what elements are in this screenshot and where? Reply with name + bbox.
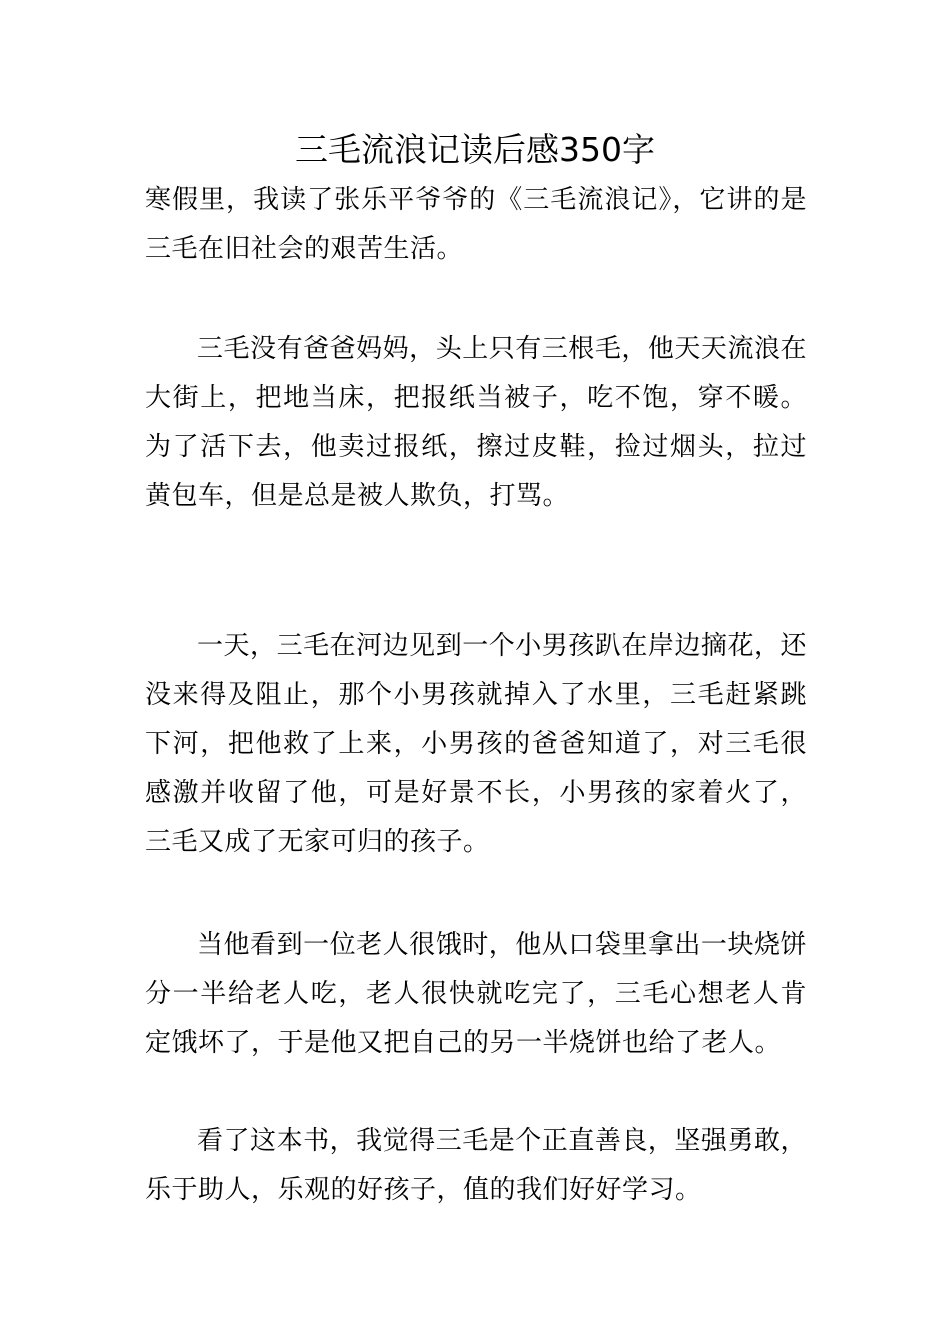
paragraph-2: 三毛没有爸爸妈妈，头上只有三根毛，他天天流浪在大街上，把地当床，把报纸当被子，吃不饱，穿不暖。为了活下去，他卖过报纸，擦过皮鞋，捡过烟头，拉过黄包车，但是总是被人欺负，打骂。	[145, 334, 807, 511]
document-title: 三毛流浪记读后感350字	[295, 130, 655, 169]
paragraph-3: 一天，三毛在河边见到一个小男孩趴在岸边摘花，还没来得及阻止，那个小男孩就掉入了水里，三毛赶紧跳下河，把他救了上来，小男孩的爸爸知道了，对三毛很感激并收留了他，可是好景不长，小男孩的家着火了，三毛又成了无家可归的孩子。	[145, 631, 807, 857]
paragraph-4: 当他看到一位老人很饿时，他从口袋里拿出一块烧饼分一半给老人吃，老人很快就吃完了，三毛心想老人肯定饿坏了，于是他又把自己的另一半烧饼也给了老人。	[145, 930, 807, 1058]
paragraph-1: 寒假里，我读了张乐平爷爷的《三毛流浪记》，它讲的是三毛在旧社会的艰苦生活。	[145, 185, 807, 264]
paragraph-5: 看了这本书，我觉得三毛是个正直善良，坚强勇敢，乐于助人，乐观的好孩子，值的我们好好学习。	[145, 1126, 807, 1205]
